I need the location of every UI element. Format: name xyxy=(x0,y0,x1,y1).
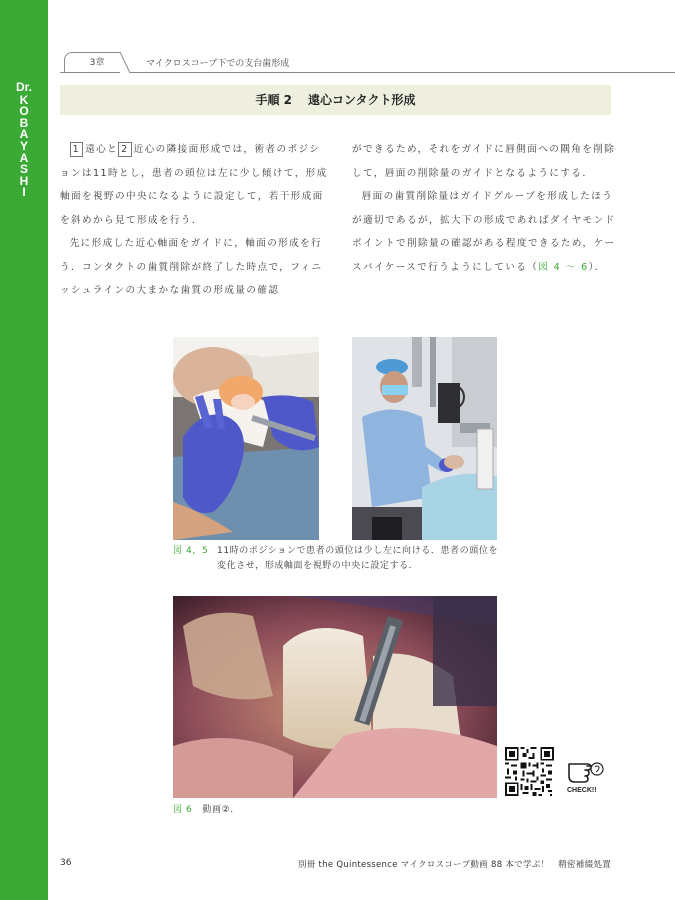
author-letter: A xyxy=(19,150,29,165)
page-number: 36 xyxy=(60,858,72,868)
tooth-number-box: 2 xyxy=(118,142,132,157)
paragraph-text: ）． xyxy=(588,261,606,273)
author-letter: O xyxy=(19,104,29,119)
paragraph: 先に形成した近心軸面をガイドに，軸面の形成を行う．コンタクトの歯質削除が終了した時点で，フィニッシュラインの大まかな歯質の形成量の確認 xyxy=(60,238,323,296)
tooth-number-box: 1 xyxy=(70,142,84,157)
chapter-header xyxy=(60,52,675,74)
figure-5-photo xyxy=(352,337,497,540)
header-rule xyxy=(60,72,675,73)
paragraph-text: 唇面の歯質削除量はガイドグルーブを形成したほうが適切であるが，拡大下の形成であればダイヤモンドポイントで削除量の確認がある程度できるため，ケースバイケースで行うようにしている（ xyxy=(352,191,616,273)
author-letter: K xyxy=(19,92,29,107)
figure-6-photo xyxy=(173,596,497,798)
step-title: 遠心コンタクト形成 xyxy=(308,93,416,107)
tab-slant xyxy=(120,52,130,73)
caption-text: 11時のポジションで患者の頭位は少し左に向ける．患者の頭位を変化させ，形成軸面を視野の中央に設定する． xyxy=(217,546,499,571)
paragraph: ができるため，それをガイドに唇側面への隅角を削除して，唇面の削除量のガイドとなるようにする． xyxy=(352,144,616,179)
author-letter: S xyxy=(19,162,28,177)
step-heading xyxy=(60,85,611,115)
author-letter: I xyxy=(22,185,26,200)
paragraph xyxy=(352,185,620,279)
body-column-left xyxy=(60,138,328,303)
chapter-title: マイクロスコープ下での支台歯形成 xyxy=(146,59,290,69)
paragraph xyxy=(60,138,328,232)
author-letter: A xyxy=(19,127,29,142)
step-number: 手順 2 xyxy=(255,93,292,107)
author-prefix: Dr. xyxy=(15,80,32,94)
check-label: CHECK!! xyxy=(567,787,597,794)
figure-label: 図 4，5 xyxy=(173,546,209,556)
qr-code[interactable] xyxy=(505,747,554,796)
body-column-right xyxy=(352,138,620,279)
figure-6-caption xyxy=(173,802,240,815)
sidebar xyxy=(0,0,48,900)
caption-text: 動画②． xyxy=(202,805,240,815)
paragraph-text: 遠心と xyxy=(85,144,119,155)
author-letter: H xyxy=(19,173,29,188)
running-footer: 別冊 the Quintessence マイクロスコープ動画 88 本で学ぶ！ 精密補綴処置 xyxy=(297,860,611,870)
author-letter: Y xyxy=(19,138,28,153)
author-vertical-label xyxy=(0,82,48,199)
figure-label: 図 6 xyxy=(173,805,193,815)
author-letter: B xyxy=(19,115,29,130)
figure-4-photo xyxy=(173,337,319,540)
chapter-tab: 3章 xyxy=(64,52,130,73)
figure-reference: 図 4 〜 6 xyxy=(538,261,589,273)
paragraph-text: 近心の隣接面形成では，術者のポジションは11時とし，患者の頭位は左に少し傾けて，形成軸面を視野の中央になるように設定して，若干形成面を斜めから見て形成を行う． xyxy=(60,144,328,226)
